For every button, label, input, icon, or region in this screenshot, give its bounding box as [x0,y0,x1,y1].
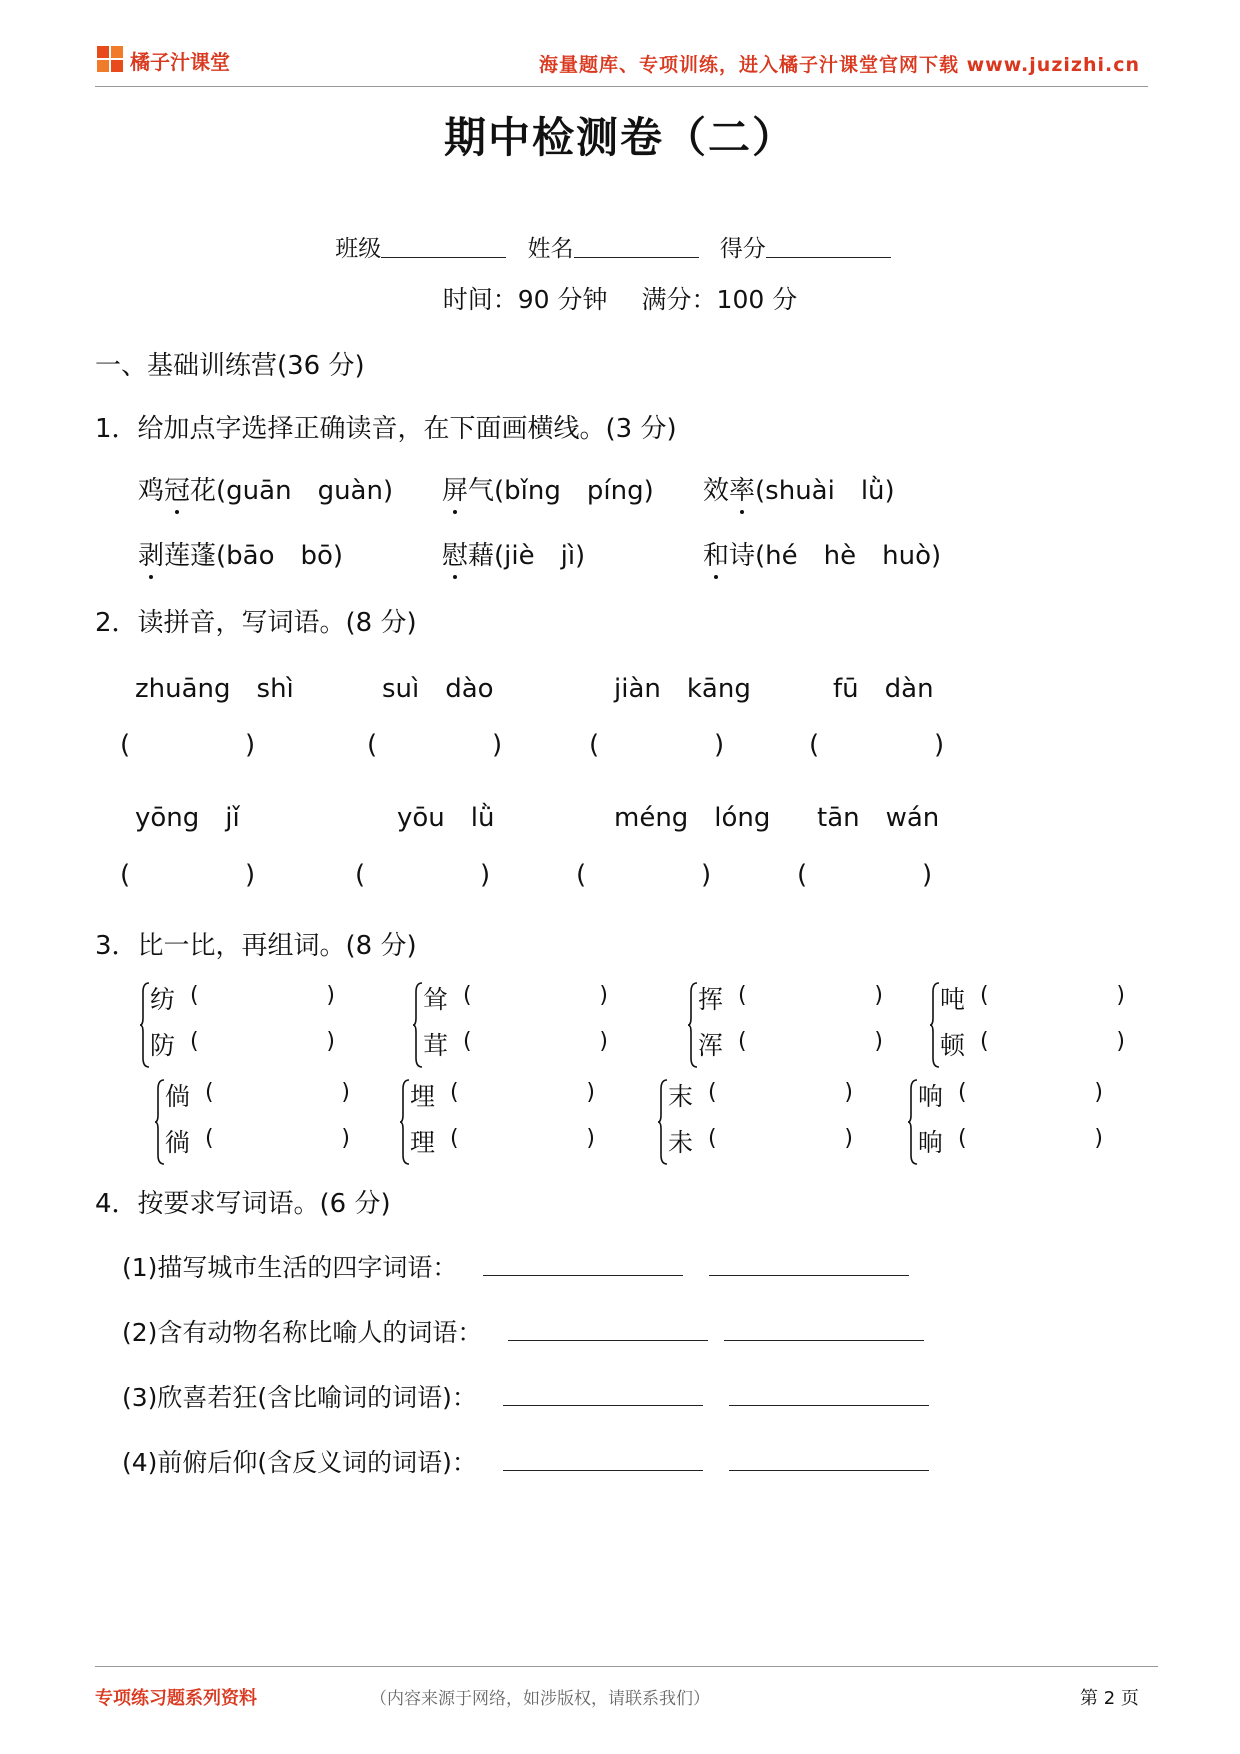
section-heading: 一、基础训练营(36 分) [95,351,365,381]
name-label: 姓名 [527,236,574,262]
exam-full-score: 满分：100 分 [641,285,798,314]
brace-icon [908,1079,918,1165]
answer-line[interactable] [503,1450,703,1471]
compare-pair: 响 ( ) 晌 ( ) [908,1077,1103,1172]
brace-icon [140,982,150,1068]
brace-icon [930,982,940,1068]
class-label: 班级 [335,236,382,262]
brace-icon [155,1079,165,1165]
compare-pair: 末 ( ) 未 ( ) [658,1077,853,1172]
brace-icon [413,982,423,1068]
name-blank[interactable] [574,235,699,258]
header-divider [95,86,1148,87]
compare-pair: 吨 ( ) 顿 ( ) [930,980,1125,1075]
brand-logo-icon [97,46,125,74]
compare-pair: 挥 ( ) 浑 ( ) [688,980,883,1075]
score-label: 得分 [719,236,766,262]
answer-line[interactable] [483,1255,683,1276]
brace-icon [400,1079,410,1165]
answer-line[interactable] [729,1450,929,1471]
q4-item: (2)含有动物名称比喻人的词语： [122,1313,924,1349]
pinyin-prompt: tān wán [817,803,940,833]
compare-pair: 埋 ( ) 理 ( ) [400,1077,595,1172]
q1-item: 鸡冠花(guān guàn) [138,476,394,506]
pinyin-prompt: yōng jǐ [135,803,240,833]
q4-item: (4)前俯后仰(含反义词的词语)： [122,1443,929,1479]
question-2-title: 2．读拼音，写词语。(8 分) [95,608,417,638]
answer-line[interactable] [724,1320,924,1341]
brand-name: 橘子汁课堂 [130,50,230,74]
pinyin-prompt: zhuāng shì [135,674,294,704]
q1-item: 剥莲蓬(bāo bō) [138,541,344,571]
q1-item: 屏气(bǐng píng) [442,476,654,506]
exam-time: 时间：90 分钟 [442,285,608,314]
q4-item: (3)欣喜若狂(含比喻词的词语)： [122,1378,929,1414]
answer-line[interactable] [503,1385,703,1406]
class-blank[interactable] [381,235,506,258]
question-1-title: 1．给加点字选择正确读音，在下面画横线。(3 分) [95,414,677,444]
brace-icon [688,982,698,1068]
pinyin-prompt: suì dào [382,674,494,704]
compare-pair: 纺 ( ) 防 ( ) [140,980,335,1075]
footer-divider [95,1666,1158,1667]
pinyin-prompt: yōu lǜ [397,803,495,833]
page-number: 第 2 页 [1080,1688,1139,1709]
score-blank[interactable] [766,235,891,258]
answer-line[interactable] [709,1255,909,1276]
answer-line[interactable] [729,1385,929,1406]
brace-icon [658,1079,668,1165]
header-slogan: 海量题库、专项训练，进入橘子汁课堂官网下载 www.juzizhi.cn [539,54,1140,76]
q1-item: 慰藉(jiè jì) [442,541,586,571]
q4-item: (1)描写城市生活的四字词语： [122,1248,909,1284]
footer-copyright-note: （内容来源于网络，如涉版权，请联系我们） [370,1689,710,1709]
pinyin-prompt: jiàn kāng [614,674,751,704]
pinyin-prompt: fū dàn [833,674,934,704]
compare-pair: 倘 ( ) 徜 ( ) [155,1077,350,1172]
question-3-title: 3．比一比，再组词。(8 分) [95,931,417,961]
exam-time-line [0,280,1240,316]
q1-item: 和诗(hé hè huò) [703,541,942,571]
pinyin-prompt: méng lóng [614,803,771,833]
compare-pair: 耸 ( ) 茸 ( ) [413,980,608,1075]
footer-series-label: 专项练习题系列资料 [95,1688,257,1709]
question-4-title: 4．按要求写词语。(6 分) [95,1189,391,1219]
q1-item: 效率(shuài lǜ) [703,476,895,506]
student-info-line [0,230,1240,263]
page-title: 期中检测卷（二） [443,113,796,162]
answer-line[interactable] [508,1320,708,1341]
